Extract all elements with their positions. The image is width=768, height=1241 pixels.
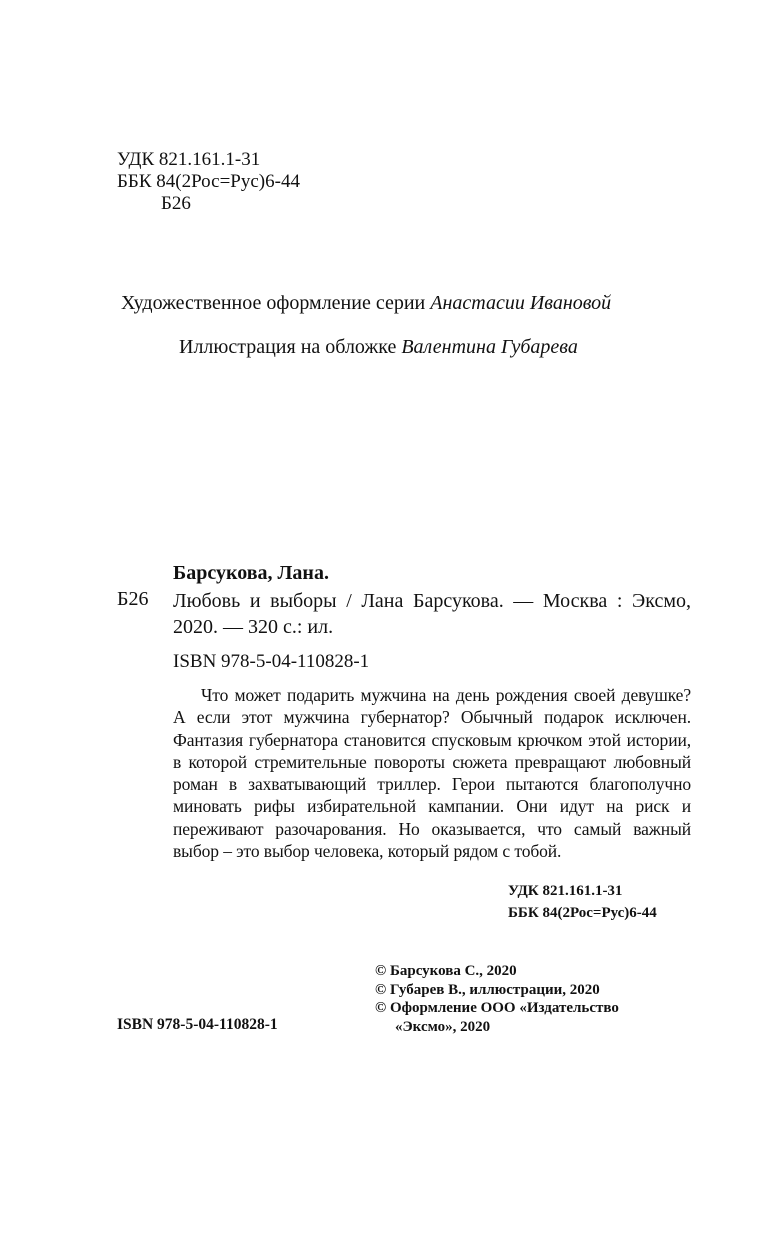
- annotation-bbk: ББК 84(2Рос=Рус)6-44: [508, 905, 657, 921]
- copyright-illustrations: © Губарев В., иллюстрации, 2020: [375, 981, 600, 998]
- copyright-author: © Барсукова С., 2020: [375, 963, 517, 979]
- design-name: Анастасии Ивановой: [430, 292, 612, 314]
- annotation-classification: [508, 880, 690, 924]
- series-design-credit: [121, 292, 611, 315]
- bibliographic-code: Б26: [117, 588, 149, 610]
- copyright-block: [375, 962, 619, 1036]
- annotation-text: Что может подарить мужчина на день рождения своей девушке? А если этот мужчина губернатор? Обычный подарок исключен. Фантазия губернатора становится спусковым крючком этой истории, в которой стремительные повороты сюжета превращают любовный роман в захватывающий триллер. Герои пытаются благополучно миновать рифы избирательной кампании. Они идут на риск и переживают разочарования. Но оказывается, что самый важный выбор – это выбор человека, который рядом с тобой.: [173, 685, 691, 862]
- cover-illustration-credit: [179, 336, 578, 359]
- isbn-line: ISBN 978-5-04-110828-1: [173, 651, 370, 672]
- design-label: Художественное оформление серии: [121, 292, 426, 314]
- annotation-udk: УДК 821.161.1-31: [508, 883, 623, 899]
- bibliographic-description: Любовь и выборы / Лана Барсукова. — Москва : Эксмо, 2020. — 320 с.: ил.: [173, 590, 691, 638]
- footer-isbn: ISBN 978-5-04-110828-1: [117, 1016, 278, 1033]
- copyright-publisher: «Эксмо», 2020: [395, 1018, 491, 1035]
- author-mark: Б26: [161, 193, 191, 214]
- illustration-name: Валентина Губарева: [401, 336, 578, 358]
- copyright-design: © Оформление ООО «Издательство: [375, 1000, 619, 1016]
- annotation: [173, 684, 691, 862]
- illustration-label: Иллюстрация на обложке: [179, 336, 397, 358]
- author-heading: Барсукова, Лана.: [173, 562, 329, 584]
- udk-code: УДК 821.161.1-31: [117, 149, 261, 170]
- bbk-code: ББК 84(2Рос=Рус)6-44: [117, 171, 300, 192]
- classification-block: [117, 149, 300, 215]
